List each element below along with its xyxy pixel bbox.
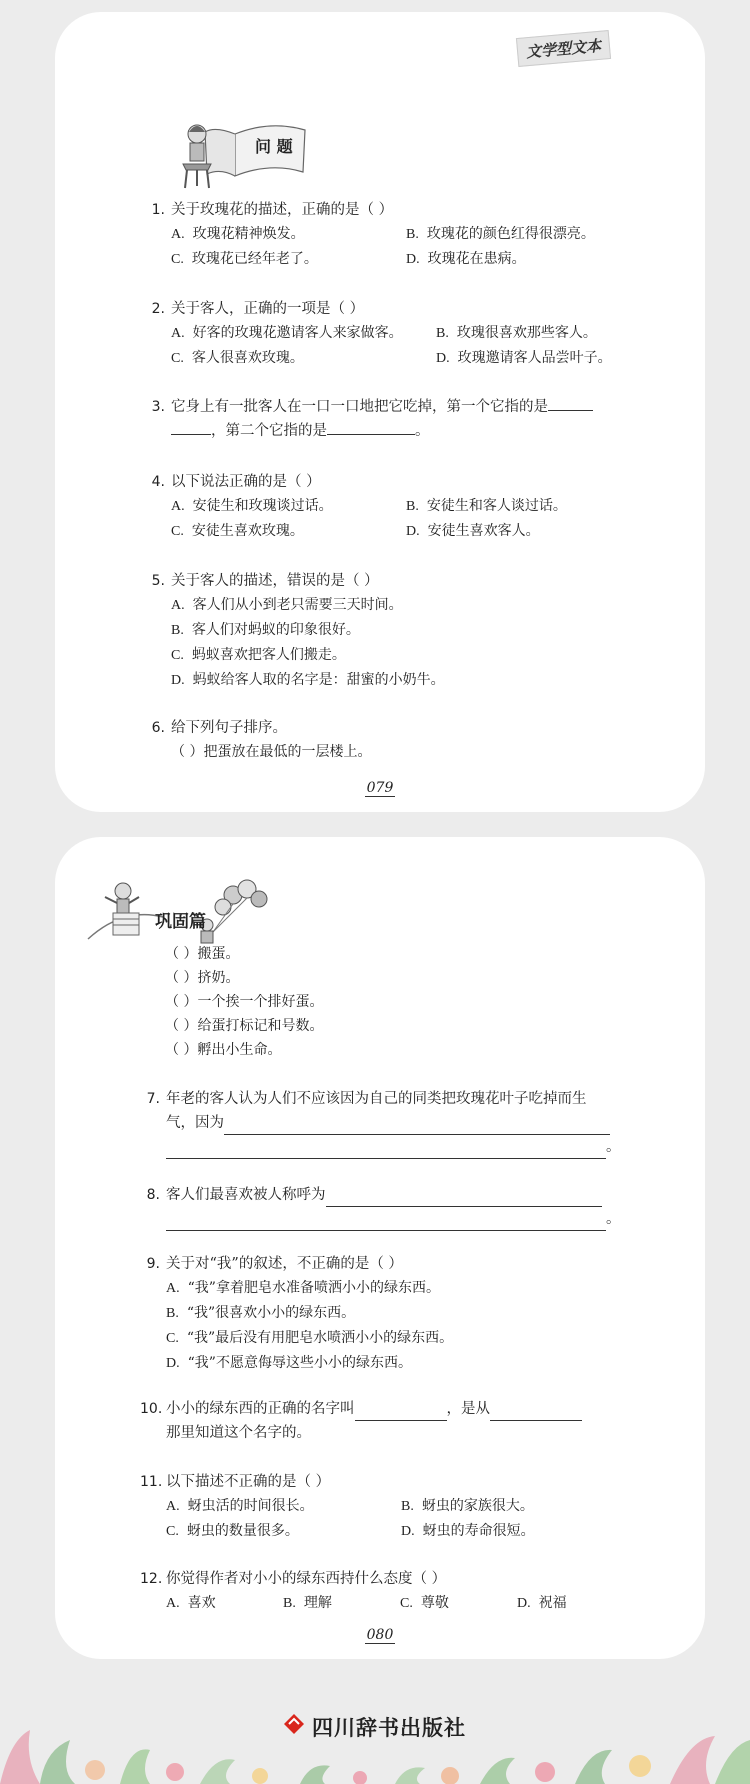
answer-blank[interactable] [355, 1405, 447, 1421]
question-6: 6. 给下列句子排序。 （ ）把蛋放在最低的一层楼上。 [151, 720, 372, 760]
ordering-item: （ ）给蛋打标记和号数。 [165, 1018, 324, 1034]
question-5: 5. 关于客人的描述，错误的是（ ） A. 客人们从小到老只需要三天时间。 B. 客人们对蚂蚁的印象很好。 C. 蚂蚁喜欢把客人们搬走。 D. 蚂蚁给客人取的名字是：甜蜜的小奶牛。 [151, 573, 445, 688]
question-6-continued [165, 942, 565, 1062]
ordering-item: （ ）搬蛋。 [165, 946, 240, 962]
page-079 [55, 12, 705, 812]
question-7: 7. 年老的客人认为人们不应该因为自己的同类把玫瑰花叶子吃掉而生 气，因为 。 [140, 1087, 700, 1159]
answer-blank[interactable] [224, 1119, 610, 1135]
answer-blank[interactable] [327, 419, 415, 435]
question-11: 11. 以下描述不正确的是（ ） A. 蚜虫活的时间很长。 B. 蚜虫的家族很大。 C. 蚜虫的数量很多。 D. 蚜虫的寿命很短。 [140, 1474, 535, 1539]
answer-blank[interactable] [326, 1191, 602, 1207]
questions-header-illustration [175, 112, 355, 190]
publisher-logo-icon [282, 1712, 306, 1736]
question-9: 9. 关于对“我”的叙述，不正确的是（ ） A. “我”拿着肥皂水准备喷洒小小的绿东西。 B. “我”很喜欢小小的绿东西。 C. “我”最后没有用肥皂水喷洒小小的绿东西。 D. “我”不愿意侮辱这些小小的绿东西。 [146, 1256, 454, 1371]
publisher-name: 四川辞书出版社 [312, 1716, 466, 1740]
question-4: 4. 以下说法正确的是（ ） A. 安徒生和玫瑰谈过话。 B. 安徒生和客人谈过话。 C. 安徒生喜欢玫瑰。 D. 安徒生喜欢客人。 [151, 474, 567, 539]
ordering-item: （ ）一个挨一个排好蛋。 [165, 994, 324, 1010]
answer-blank[interactable] [490, 1405, 582, 1421]
question-10: 10. 小小的绿东西的正确的名字叫 ，是从 那里知道这个名字的。 [140, 1397, 700, 1445]
ordering-item: （ ）孵出小生命。 [165, 1042, 282, 1058]
consolidation-heading: 巩固篇 [155, 912, 206, 932]
answer-blank[interactable] [171, 419, 211, 435]
question-8: 8. 客人们最喜欢被人称呼为 。 [140, 1183, 700, 1231]
answer-blank[interactable] [166, 1215, 606, 1231]
page-number: 079 [366, 780, 394, 796]
page-080 [55, 837, 705, 1659]
consolidation-header-illustration [83, 877, 303, 949]
questions-heading: 问 题 [255, 137, 293, 156]
page-number: 080 [366, 1627, 394, 1643]
question-1: 1. 关于玫瑰花的描述，正确的是（ ） A. 玫瑰花精神焕发。 B. 玫瑰花的颜色红得很漂亮。 C. 玫瑰花已经年老了。 D. 玫瑰花在患病。 [151, 202, 595, 267]
text-type-tag: 文学型文本 [516, 30, 611, 67]
question-2: 2. 关于客人，正确的一项是（ ） A. 好客的玫瑰花邀请客人来家做客。 B. 玫瑰很喜欢那些客人。 C. 客人很喜欢玫瑰。 D. 玫瑰邀请客人品尝叶子。 [151, 301, 612, 366]
answer-blank[interactable] [548, 395, 593, 411]
question-3: 3. 它身上有一批客人在一口一口地把它吃掉，第一个它指的是 ，第二个它指的是 。 [145, 395, 685, 443]
question-12: 12. 你觉得作者对小小的绿东西持什么态度（ ） A. 喜欢 B. 理解 C. 尊敬 D. 祝福 [140, 1571, 567, 1611]
answer-blank[interactable] [166, 1143, 606, 1159]
ordering-item: （ ）挤奶。 [165, 970, 240, 986]
